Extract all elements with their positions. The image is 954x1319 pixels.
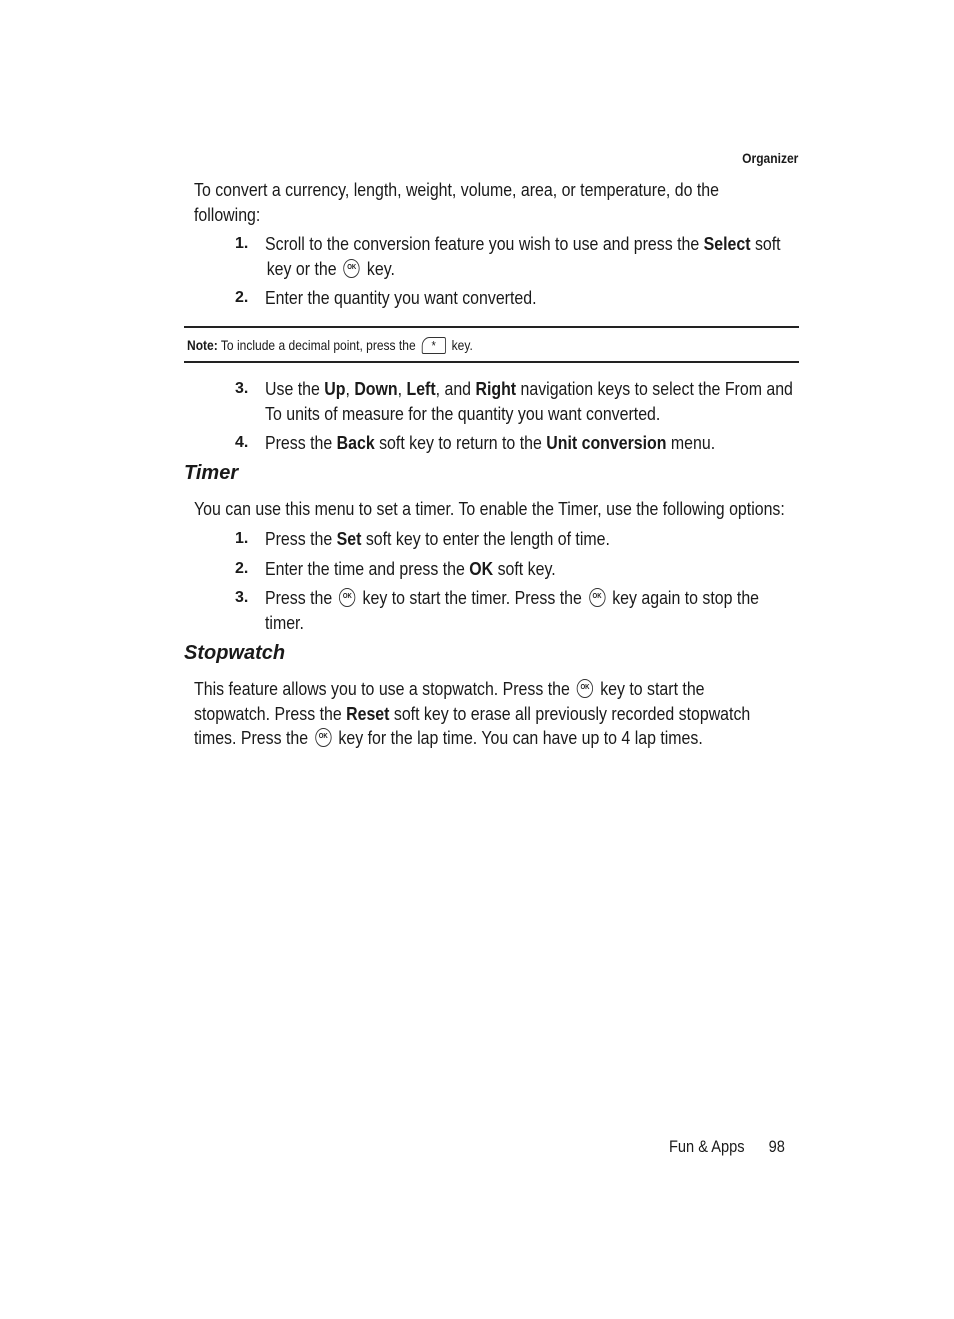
step-text: Press the Set soft key to enter the length of time. xyxy=(265,528,610,549)
step-text: Press the Back soft key to return to the Unit conversion menu. xyxy=(265,432,716,453)
note: Note: To include a decimal point, press the * key. xyxy=(187,337,473,353)
timer-heading: Timer xyxy=(184,462,239,484)
step-number: 3. xyxy=(235,380,249,397)
page-footer xyxy=(669,1137,785,1157)
note-top-rule xyxy=(184,326,799,328)
step-text: Scroll to the conversion feature you wish to use and press the Select soft key or the OK key. xyxy=(265,233,781,279)
ok-key-icon: OK xyxy=(344,259,360,278)
step-number: 1. xyxy=(235,235,249,252)
ok-key-icon: OK xyxy=(589,588,605,607)
note-label: Note: xyxy=(187,337,218,353)
star-key-icon: * xyxy=(422,337,446,354)
intro-line-2: following: xyxy=(194,203,261,225)
step-text: Enter the quantity you want converted. xyxy=(265,287,537,308)
step-number: 1. xyxy=(235,530,249,547)
running-header: Organizer xyxy=(741,150,798,166)
step-number: 2. xyxy=(235,289,249,306)
ok-key-icon: OK xyxy=(315,728,331,747)
stopwatch-paragraph: This feature allows you to use a stopwatch. Press the OK key to start the stopwatch. Press the Reset soft key to erase all previously recorded stopwatch times. Press the OK key for the lap time. You can have up to 4 lap times. xyxy=(194,678,751,748)
step-text: Press the OK key to start the timer. Press the OK key again to stop the timer. xyxy=(265,587,760,633)
footer-chapter: Fun & Apps xyxy=(669,1137,745,1156)
select-soft-key-label: Select xyxy=(703,233,751,254)
step-text: Enter the time and press the OK soft key. xyxy=(265,558,556,579)
step-number: 3. xyxy=(235,589,249,606)
intro-paragraph xyxy=(194,178,719,227)
ok-key-icon: OK xyxy=(339,588,355,607)
intro-line-1: To convert a currency, length, weight, volume, area, or temperature, do the xyxy=(194,179,720,200)
step-number: 4. xyxy=(235,434,249,451)
timer-intro: You can use this menu to set a timer. To enable the Timer, use the following options: xyxy=(194,498,785,519)
page-number: 98 xyxy=(768,1137,785,1156)
note-bottom-rule xyxy=(184,361,799,363)
stopwatch-heading: Stopwatch xyxy=(184,642,286,664)
step-text: Use the Up, Down, Left, and Right navigation keys to select the From and To units of measure for the quantity you want converted. xyxy=(265,378,793,424)
step-number: 2. xyxy=(235,560,249,577)
ok-key-icon: OK xyxy=(577,679,593,698)
